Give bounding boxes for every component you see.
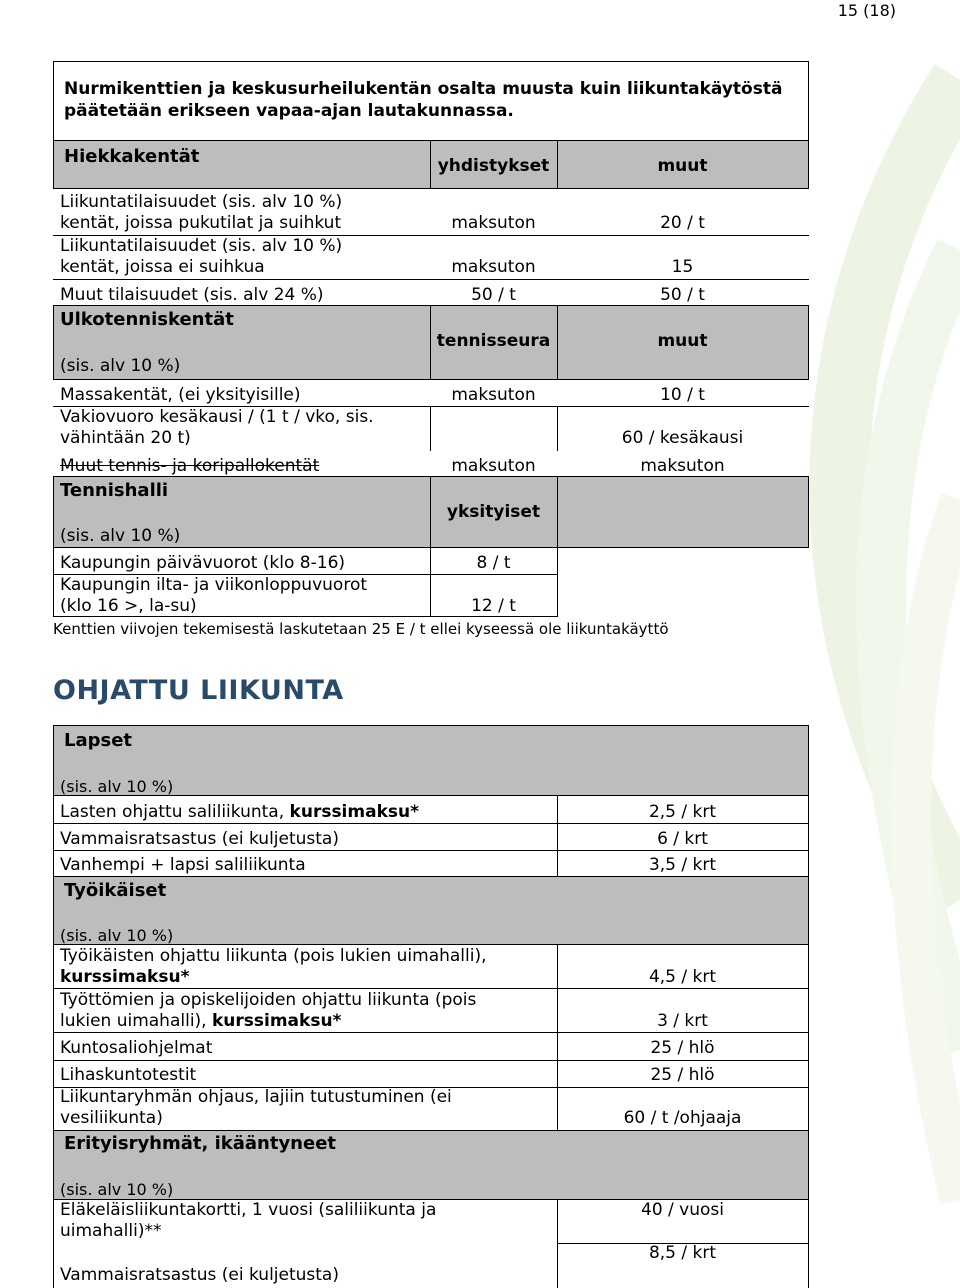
- row-line: [53, 823, 809, 824]
- erityis-title: Erityisryhmät, ikääntyneet: [64, 1133, 337, 1154]
- tyoikaiset-row4-l1: Lihaskuntotestit: [60, 1065, 197, 1085]
- tyoikaiset-row5-value: 60 / t /ohjaaja: [623, 1108, 742, 1128]
- tyoikaiset-row5-l1: Liikuntaryhmän ohjaus, lajiin tutustuminen (ei: [60, 1087, 452, 1107]
- ulko-col2: muut: [657, 331, 708, 351]
- hiekka-row2-v1: maksuton: [451, 257, 536, 277]
- ulko-row1-v1: maksuton: [451, 385, 536, 405]
- erityis-row3-l1: Vammaisratsastus (ei kuljetusta): [60, 1265, 339, 1285]
- intro-line-2: päätetään erikseen vapaa-ajan lautakunnassa.: [64, 101, 514, 121]
- lapset-row1-bold: kurssimaksu*: [289, 802, 419, 822]
- halli-row2-v1: 12 / t: [471, 596, 516, 616]
- erityis-row2-value: 8,5 / krt: [648, 1243, 717, 1263]
- tyoikaiset-vat: (sis. alv 10 %): [60, 926, 174, 945]
- hiekka-row3-v1: 50 / t: [471, 285, 516, 305]
- halli-col1: yksityiset: [446, 502, 541, 522]
- ulko-row1-v2: 10 / t: [660, 385, 705, 405]
- ulko-row3-v1: maksuton: [451, 456, 536, 476]
- row-line: [53, 850, 809, 851]
- tyoikaiset-row2-l2-text: lukien uimahalli),: [60, 1011, 212, 1031]
- halli-row2-l1: Kaupungin ilta- ja viikonloppuvuorot: [60, 575, 368, 595]
- tyoikaiset-row1-l2: kurssimaksu*: [60, 967, 190, 987]
- lapset-row1-text: Lasten ohjattu saliliikunta,: [60, 802, 290, 822]
- hiekka-col2: muut: [657, 156, 708, 176]
- page-number: 15 (18): [837, 1, 896, 20]
- tyoikaiset-row2-l2-bold: kurssimaksu*: [211, 1011, 342, 1031]
- tyoikaiset-title: Työikäiset: [64, 880, 167, 901]
- tyoikaiset-row5-l2: vesiliikunta): [60, 1108, 163, 1128]
- lapset-row1-value: 2,5 / krt: [648, 802, 717, 822]
- halli-vat: (sis. alv 10 %): [60, 526, 181, 546]
- row-line: [53, 1032, 809, 1033]
- halli-title: Tennishalli: [60, 480, 169, 501]
- row-line: [53, 279, 809, 280]
- erityis-row1-l2: uimahalli)**: [60, 1221, 162, 1241]
- tyoikaiset-row3-value: 25 / hlö: [650, 1038, 715, 1058]
- hiekka-row1-v1: maksuton: [451, 213, 536, 233]
- ulko-row2-l1: Vakiovuoro kesäkausi / (1 t / vko, sis.: [60, 407, 374, 427]
- hiekka-row2-l2: kentät, joissa ei suihkua: [60, 257, 265, 277]
- tyoikaiset-row4-value: 25 / hlö: [650, 1065, 715, 1085]
- hiekka-row2-l1: Liikuntatilaisuudet (sis. alv 10 %): [60, 236, 343, 256]
- erityis-row1-value: 40 / vuosi: [641, 1200, 724, 1220]
- ulko-row2-l2: vähintään 20 t): [60, 428, 191, 448]
- ulko-col1: tennisseura: [436, 331, 551, 351]
- ulko-row1-l1: Massakentät, (ei yksityisille): [60, 385, 301, 405]
- tyoikaiset-row1-l1: Työikäisten ohjattu liikunta (pois lukien uimahalli),: [60, 946, 487, 966]
- tyoikaiset-row2-l2: [60, 1011, 341, 1032]
- divider: [557, 476, 558, 547]
- tyoikaiset-row2-l1: Työttömien ja opiskelijoiden ohjattu liikunta (pois: [60, 990, 477, 1010]
- section-heading: OHJATTU LIIKUNTA: [53, 675, 344, 706]
- hiekka-row3-v2: 50 / t: [660, 285, 705, 305]
- ulko-vat: (sis. alv 10 %): [60, 356, 181, 376]
- ulko-title: Ulkotenniskentät: [60, 309, 234, 330]
- lapset-row3-value: 3,5 / krt: [648, 855, 717, 875]
- lapset-row3: Vanhempi + lapsi saliliikunta: [60, 855, 306, 875]
- hiekka-title: Hiekkakentät: [64, 146, 200, 167]
- hiekka-row1-l2: kentät, joissa pukutilat ja suihkut: [60, 213, 342, 233]
- erityis-vat: (sis. alv 10 %): [60, 1180, 174, 1199]
- intro-line-1: Nurmikenttien ja keskusurheilukentän osalta muusta kuin liikuntakäytöstä: [64, 79, 783, 99]
- ulko-row3-l1: Muut tennis- ja koripallokentät: [60, 456, 320, 476]
- divider: [430, 406, 431, 451]
- lapset-row1: [60, 802, 419, 823]
- tyoikaiset-row3-l1: Kuntosaliohjelmat: [60, 1038, 213, 1058]
- halli-row1-l1: Kaupungin päivävuorot (klo 8-16): [60, 553, 346, 573]
- hiekka-row2-v2: 15: [671, 257, 694, 277]
- hiekka-row1-v2: 20 / t: [660, 213, 705, 233]
- row-line: [53, 988, 809, 989]
- halli-row1-v1: 8 / t: [476, 553, 511, 573]
- lapset-row2-value: 6 / krt: [657, 829, 708, 849]
- divider: [557, 406, 558, 451]
- lapset-row2: Vammaisratsastus (ei kuljetusta): [60, 829, 339, 849]
- hiekka-row1-l1: Liikuntatilaisuudet (sis. alv 10 %): [60, 192, 343, 212]
- halli-row2-l2: (klo 16 >, la-su): [60, 596, 197, 616]
- ulko-row3-v2: maksuton: [640, 456, 725, 476]
- hiekka-col1: yhdistykset: [437, 156, 550, 176]
- hiekka-row3-l1: Muut tilaisuudet (sis. alv 24 %): [60, 285, 324, 305]
- lapset-vat: (sis. alv 10 %): [60, 777, 174, 796]
- tyoikaiset-row1-value: 4,5 / krt: [648, 967, 717, 987]
- ulko-row2-v2: 60 / kesäkausi: [621, 428, 744, 448]
- erityis-row1-l1: Eläkeläisliikuntakortti, 1 vuosi (saliliikunta ja: [60, 1200, 437, 1220]
- row-line: [53, 1060, 809, 1061]
- note-text: Kenttien viivojen tekemisestä laskutetaan 25 E / t ellei kyseessä ole liikuntakäyttö: [53, 620, 669, 638]
- lapset-title: Lapset: [64, 730, 133, 751]
- tyoikaiset-row2-value: 3 / krt: [657, 1011, 708, 1031]
